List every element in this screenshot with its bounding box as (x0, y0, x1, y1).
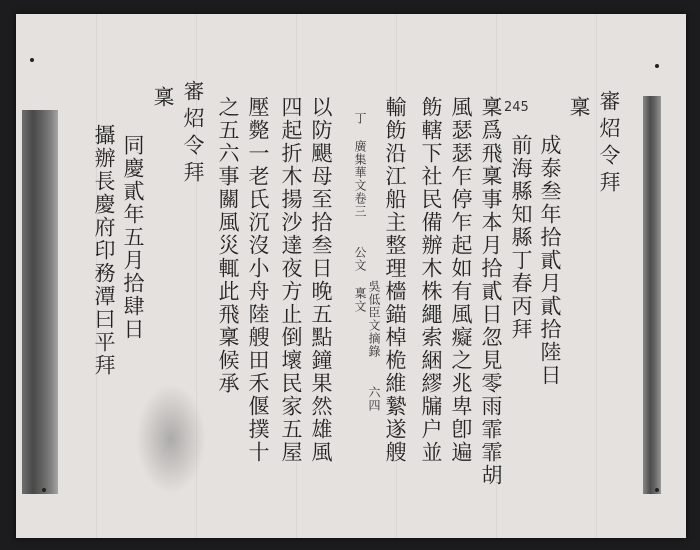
heading-line: 稟 (151, 86, 175, 113)
body-column: 以防颶母至拾叁日晚五點鐘果然雄風 (309, 96, 333, 464)
document-sheet (16, 14, 686, 538)
heading-line: 稟 (567, 96, 591, 123)
compiler-note: 吳低臣文摘錄 (367, 280, 381, 358)
body-column: 之五六事關風災輒此飛稟候承 (216, 96, 240, 395)
recipient-line: 審炤令拜 (181, 80, 205, 188)
category-note: 公文 稟文 (353, 246, 367, 313)
page-number: 245 (504, 100, 529, 115)
binding-edge-left (22, 110, 58, 494)
sender-line: 前海縣知縣丁春丙拜 (509, 134, 533, 341)
source-note: 丁 廣集華文卷三 (353, 112, 367, 218)
binding-edge-right (643, 96, 661, 494)
folio-note: 六四 (367, 386, 381, 412)
body-column: 風瑟瑟乍停乍起如有風癡之兆卑卽遍 (449, 96, 473, 464)
ink-smudge (136, 384, 206, 494)
pin-hole (655, 64, 659, 68)
pin-hole (30, 58, 34, 62)
body-column: 飭轄下社民備辦木株繩索綑繆牖户並 (419, 96, 443, 464)
dateline: 成泰叁年拾貳月貳拾陸日 (538, 134, 562, 387)
body-column: 四起折木揚沙達夜方止倒壞民家五屋 (279, 96, 303, 464)
pin-hole (42, 488, 46, 492)
recipient-line: 審炤令拜 (597, 90, 621, 198)
sender-line: 攝辦長慶府印務潭曰平拜 (92, 124, 116, 377)
body-column: 壓斃一老氏沉沒小舟陸艘田禾偃撲十 (246, 96, 270, 464)
body-column: 輸飭沿江船主整理檣錨棹桅維縶遂艘 (383, 96, 407, 464)
body-column: 稟爲飛稟事本月拾貳日忽見零雨霏霏胡 (479, 96, 503, 487)
dateline: 同慶貳年五月拾肆日 (121, 134, 145, 341)
pin-hole (655, 488, 659, 492)
